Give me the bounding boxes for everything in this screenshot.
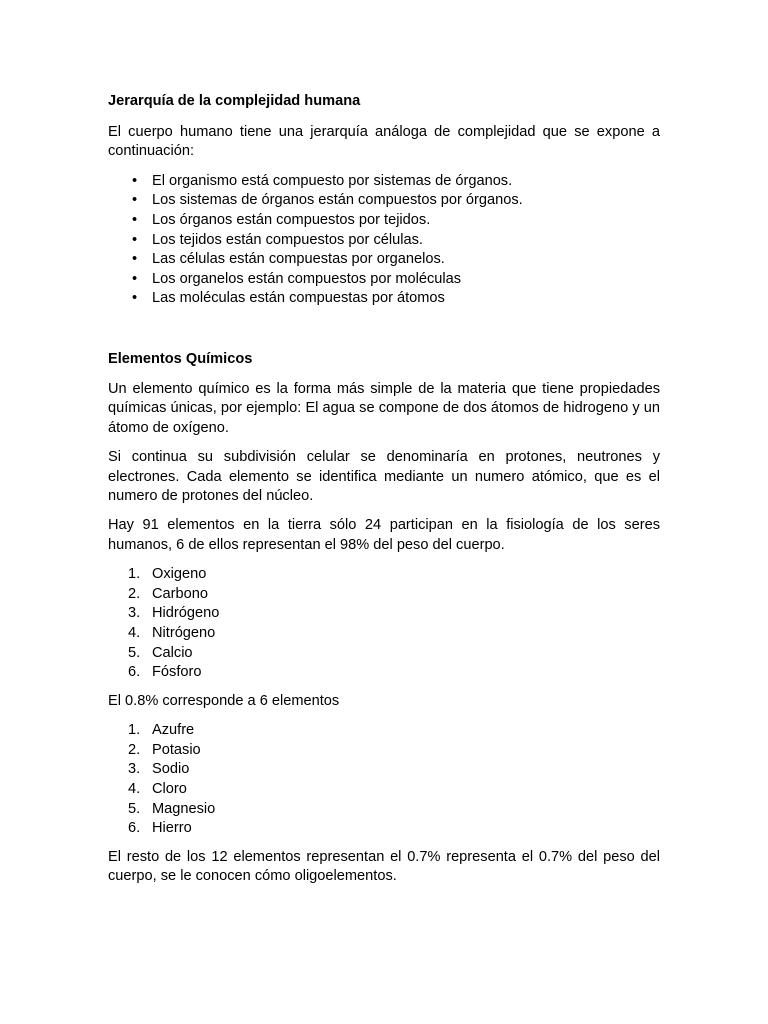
list-item: 2. Potasio [128,741,201,758]
section-heading-elements: Elementos Químicos [108,350,253,367]
list-item: • El organismo está compuesto por sistemas de órganos. [108,172,660,192]
list-item: 5. Calcio [128,644,193,661]
bullet-icon: • [132,192,138,209]
list-item: 6. Hierro [128,820,192,837]
list-item: 1. Azufre [128,722,195,739]
list-item: • Los sistemas de órganos están compuestos por órganos. [108,191,660,211]
list-item: 1. Oxigeno [128,566,207,583]
hierarchy-bullet-list [108,172,660,309]
list-item: • Las células están compuestas por organelos. [108,250,660,270]
list-item: 4. Nitrógeno [128,625,216,641]
list-item: • Los organelos están compuestos por moléculas [108,270,660,290]
paragraph-element-definition: Un elemento químico es la forma más simple de la materia que tiene propiedades químicas únicas, por ejemplo: El agua se compone de dos átomos de hidrogeno y un átomo de oxígeno. [108,380,660,436]
list-item: 5. Magnesio [128,800,216,817]
list-item: 6. Fósforo [128,664,202,681]
section-heading-hierarchy: Jerarquía de la complejidad humana [108,93,361,109]
list-item: 3. Sodio [128,761,190,778]
paragraph-subdivision: Si continua su subdivisión celular se denominaría en protones, neutrones y electrones. Cada elemento se identifica mediante un numero atómico, que es el numero de protones del núcleo. [108,449,660,504]
list-item: 2. Carbono [128,585,208,602]
list-item: 4. Cloro [128,780,187,797]
paragraph-trace-elements: El resto de los 12 elementos representan el 0.7% representa el 0.7% del peso del cuerpo, se le conocen cómo oligoelementos. [108,848,660,885]
document-page [108,92,660,887]
bullet-icon: • [132,270,138,287]
bullet-icon: • [132,231,138,248]
paragraph-hierarchy-intro: El cuerpo humano tiene una jerarquía análoga de complejidad que se expone a continuación: [108,124,660,160]
paragraph-minor-elements: El 0.8% corresponde a 6 elementos [108,692,340,709]
paragraph-elements-count: Hay 91 elementos en la tierra sólo 24 participan en la fisiología de los seres humanos, 6 de ellos representan el 98% del peso del cuerpo. [108,517,660,553]
minor-elements-list [108,721,660,839]
list-item: • Los órganos están compuestos por tejidos. [108,211,660,231]
list-item: • Las moléculas están compuestas por átomos [108,289,660,309]
bullet-icon: • [132,172,138,189]
list-item: 3. Hidrógeno [128,605,220,622]
main-elements-list [108,565,660,683]
bullet-icon: • [132,251,138,268]
bullet-icon: • [132,290,138,307]
list-item: • Los tejidos están compuestos por células. [108,231,660,251]
bullet-icon: • [132,212,138,228]
